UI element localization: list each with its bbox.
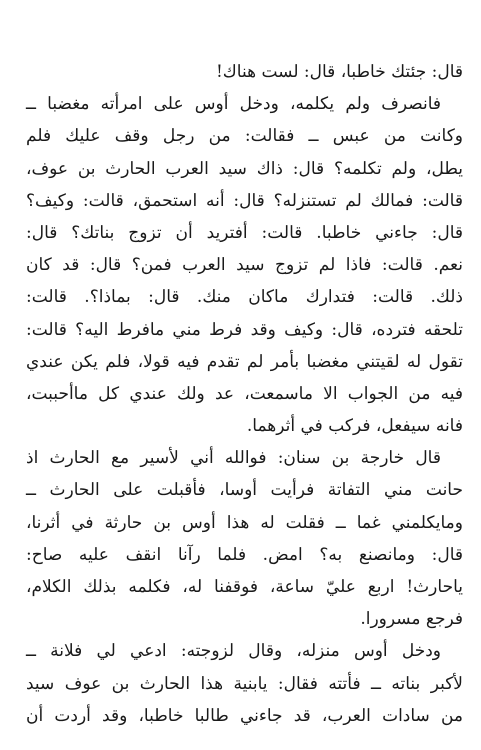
text-line: قال: جئتك خاطبا، قال: لست هناك! (215, 62, 463, 82)
text-line: يطل، ولم تكلمه؟ قال: ذاك سيد العرب الحارث بن عوف، (26, 158, 463, 179)
text-line: فانصرف ولم يكلمه، ودخل أوس على امرأته مغضبا ــ (26, 94, 441, 115)
text-line: فانه سيفعل، فركب في أثرهما. (246, 416, 463, 437)
text-line: ودخل أوس منزله، وقال لزوجته: ادعي لي فلانة ــ (26, 641, 441, 662)
text-line: لأكبر بناته ــ فأتته فقال: يابنية هذا الحارث بن عوف سيد (26, 673, 463, 694)
text-line: ذلك. قالت: فتدارك ماكان منك. قال: بماذا؟. قالت: (26, 287, 463, 308)
text-line: تلحقه فترده، قال: وكيف وقد فرط مني مافرط اليه؟ قالت: (26, 319, 463, 340)
text-line: قال: جاءني خاطبا. قالت: أفتريد أن تزوج بناتك؟ قال: (26, 222, 463, 243)
text-line: من سادات العرب، قد جاءني طالبا خاطبا، وقد أردت أن (26, 705, 463, 726)
text-line: قال: ومانصنع به؟ امض. فلما رآنا انقف عليه صاح: (26, 544, 463, 565)
text-line: وكانت من عبس ــ فقالت: من رجل وقف عليك فلم (26, 126, 463, 147)
text-line: قالت: فمالك لم تستنزله؟ قال: أنه استحمق، قالت: وكيف؟ (26, 190, 463, 211)
text-line: تقول له لقيتني مغضبا بأمر لم تقدم فيه قولا، فلم يكن عندي (26, 351, 463, 372)
text-line: فيه من الجواب الا ماسمعت، عد ولك عندي كل ماأحببت، (26, 383, 463, 404)
text-line: نعم. قالت: فاذا لم تزوج سيد العرب فمن؟ قال: قد كان (26, 255, 463, 276)
text-line: حانت مني التفاتة فرأيت أوسا، فأقبلت على الحارث ــ (26, 480, 463, 501)
text-line: قال خارجة بن سنان: فوالله أني لأسير مع الحارث اذ (26, 448, 441, 469)
text-line: ياحارث! اربع عليّ ساعة، فوقفنا له، فكلمه بذلك الكلام، (26, 577, 463, 597)
arabic-text-body (26, 56, 463, 732)
text-line: ومايكلمني غما ــ فقلت له هذا أوس بن حارثة في أثرنا، (26, 512, 463, 533)
text-line: فرجع مسرورا. (360, 609, 463, 630)
